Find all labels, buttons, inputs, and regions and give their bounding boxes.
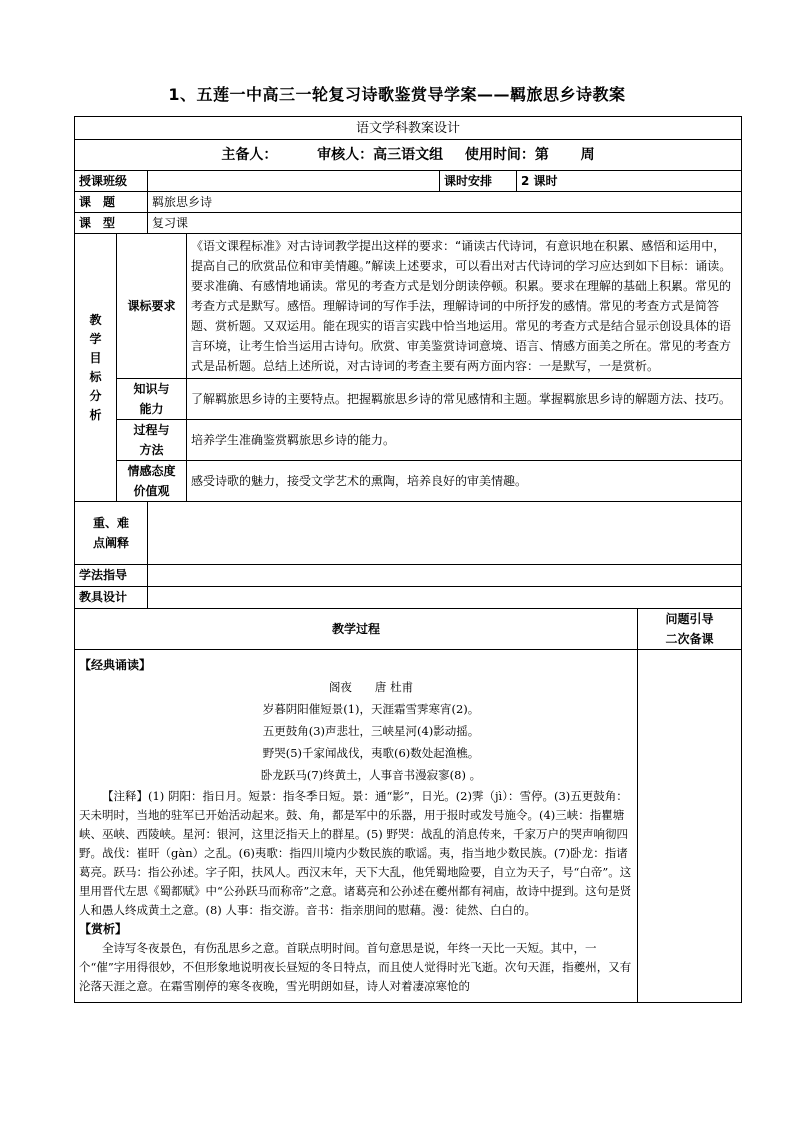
classic-heading: 【经典诵读】 bbox=[79, 658, 152, 672]
emotion-text: 感受诗歌的魅力，接受文学艺术的熏陶，培养良好的审美情趣。 bbox=[187, 461, 742, 502]
key-points-label: 重、难 点阐释 bbox=[75, 502, 148, 565]
schedule-value: 2 课时 bbox=[517, 171, 742, 192]
standard-text: 《语文课程标准》对古诗词教学提出这样的要求：“诵读古代诗词，有意识地在积累、感悟和运用中，提高自己的欣赏品位和审美情趣。”解读上述要求，可以看出对古代诗词的学习应达到如下目标：诵读。要求准确、有感情地诵读。常见的考查方式是划分朗读停顿。积累。要求在理解的基础上积累。常见的考查方式是默写。感悟。理解诗词的写作手法，理解诗词的中所抒发的感情。常见的考查方式是简答题、赏析题。又双运用。能在现实的语言实践中恰当地运用。常见的考查方式是结合显示创设具体的语言环境，让考生恰当运用古诗句。欣赏、审美鉴赏诗词意境、语言、情感方面美之所在。常见的考查方式是品析题。总结上述所说，对古诗词的考查主要有两方面内容：一是默写，一是赏析。 bbox=[187, 234, 742, 379]
design-title: 语文学科教案设计 bbox=[75, 117, 742, 140]
document-title: 1、五莲一中高三一轮复习诗歌鉴赏导学案——羁旅思乡诗教案 bbox=[168, 85, 626, 104]
poem-line: 岁暮阴阳催短景(1)，天涯霜雪霁寒宵(2)。 bbox=[262, 702, 480, 716]
reviewer-label: 审核人：高三语文组 bbox=[317, 146, 444, 163]
emotion-label: 情感态度 价值观 bbox=[117, 461, 187, 502]
knowledge-label: 知识与 能力 bbox=[117, 379, 187, 420]
poem-line: 野哭(5)千家闻战伐，夷歌(6)数处起渔樵。 bbox=[262, 746, 480, 760]
poem-line: 卧龙跃马(7)终黄土，人事音书漫寂寥(8) 。 bbox=[260, 768, 482, 782]
topic-value: 羁旅思乡诗 bbox=[148, 192, 742, 213]
knowledge-text: 了解羁旅思乡诗的主要特点。把握羁旅思乡诗的常见感情和主题。掌握羁旅思乡诗的解题方法、技巧。 bbox=[187, 379, 742, 420]
process-text: 培养学生准确鉴赏羁旅思乡诗的能力。 bbox=[187, 420, 742, 461]
key-points-value bbox=[148, 502, 742, 565]
standard-label: 课标要求 bbox=[117, 234, 187, 379]
week-label: 周 bbox=[580, 146, 595, 163]
class-label: 授课班级 bbox=[75, 171, 148, 192]
method-label: 学法指导 bbox=[75, 565, 148, 587]
preparer-label: 主备人： bbox=[221, 146, 278, 163]
poem-title: 阁夜 唐 杜甫 bbox=[328, 680, 414, 694]
side-notes-cell bbox=[638, 650, 742, 1003]
teaching-process-content bbox=[75, 650, 638, 1003]
process-label: 过程与 方法 bbox=[117, 420, 187, 461]
process-header: 教学过程 bbox=[75, 609, 638, 650]
header-info bbox=[75, 140, 742, 171]
topic-label: 课 题 bbox=[75, 192, 148, 213]
class-value bbox=[148, 171, 440, 192]
type-value: 复习课 bbox=[148, 213, 742, 234]
time-label: 使用时间：第 bbox=[464, 146, 549, 163]
appreciation-text: 全诗写冬夜景色，有伤乱思乡之意。首联点明时间。首句意思是说，年终一天比一天短。其中，一个“催”字用得很妙，不但形象地说明夜长昼短的冬日特点，而且使人觉得时光飞逝。次句天涯，指夔州，又有沦落天涯之意。在霜雪刚停的寒冬夜晚，雪光明朗如昼，诗人对着凄凉寒怆的 bbox=[79, 941, 632, 993]
type-label: 课 型 bbox=[75, 213, 148, 234]
notes-text: 【注释】(1) 阴阳：指日月。短景：指冬季日短。景：通“影”，日光。(2)霁（jì）：雪停。(3)五更鼓角：天未明时，当地的驻军已开始活动起来。鼓、角，都是军中的乐器，用于报时或发号施令。(4)三峡：指瞿塘峡、巫峡、西陵峡。星河：银河，这里泛指天上的群星。(5) 野哭：战乱的消息传来，千家万户的哭声响彻四野。战伐：崔旰（gàn）之乱。(6)夷歌：指四川境内少数民族的歌谣。夷，指当地少数民族。(7)卧龙：指诸葛亮。跃马：指公孙述。字子阳，扶风人。西汉末年，天下大乱，他凭蜀地险要，自立为天子，号“白帝”。这里用晋代左思《蜀都赋》中“公孙跃马而称帝”之意。诸葛亮和公孙述在夔州都有祠庙，故诗中提到。这句是贤人和愚人终成黄土之意。(8) 人事：指交游。音书：指亲朋间的慰藉。漫：徒然、白白的。 bbox=[79, 789, 632, 917]
poem-line: 五更鼓角(3)声悲壮，三峡星河(4)影动摇。 bbox=[262, 724, 480, 738]
schedule-label: 课时安排 bbox=[440, 171, 517, 192]
appreciation-heading: 【赏析】 bbox=[79, 922, 128, 936]
lesson-plan-table bbox=[74, 116, 742, 1003]
method-value bbox=[148, 565, 742, 587]
tools-value bbox=[148, 587, 742, 609]
tools-label: 教具设计 bbox=[75, 587, 148, 609]
goal-analysis-label: 教 学 目 标 分 析 bbox=[75, 234, 117, 502]
side-header: 问题引导 二次备课 bbox=[638, 609, 742, 650]
